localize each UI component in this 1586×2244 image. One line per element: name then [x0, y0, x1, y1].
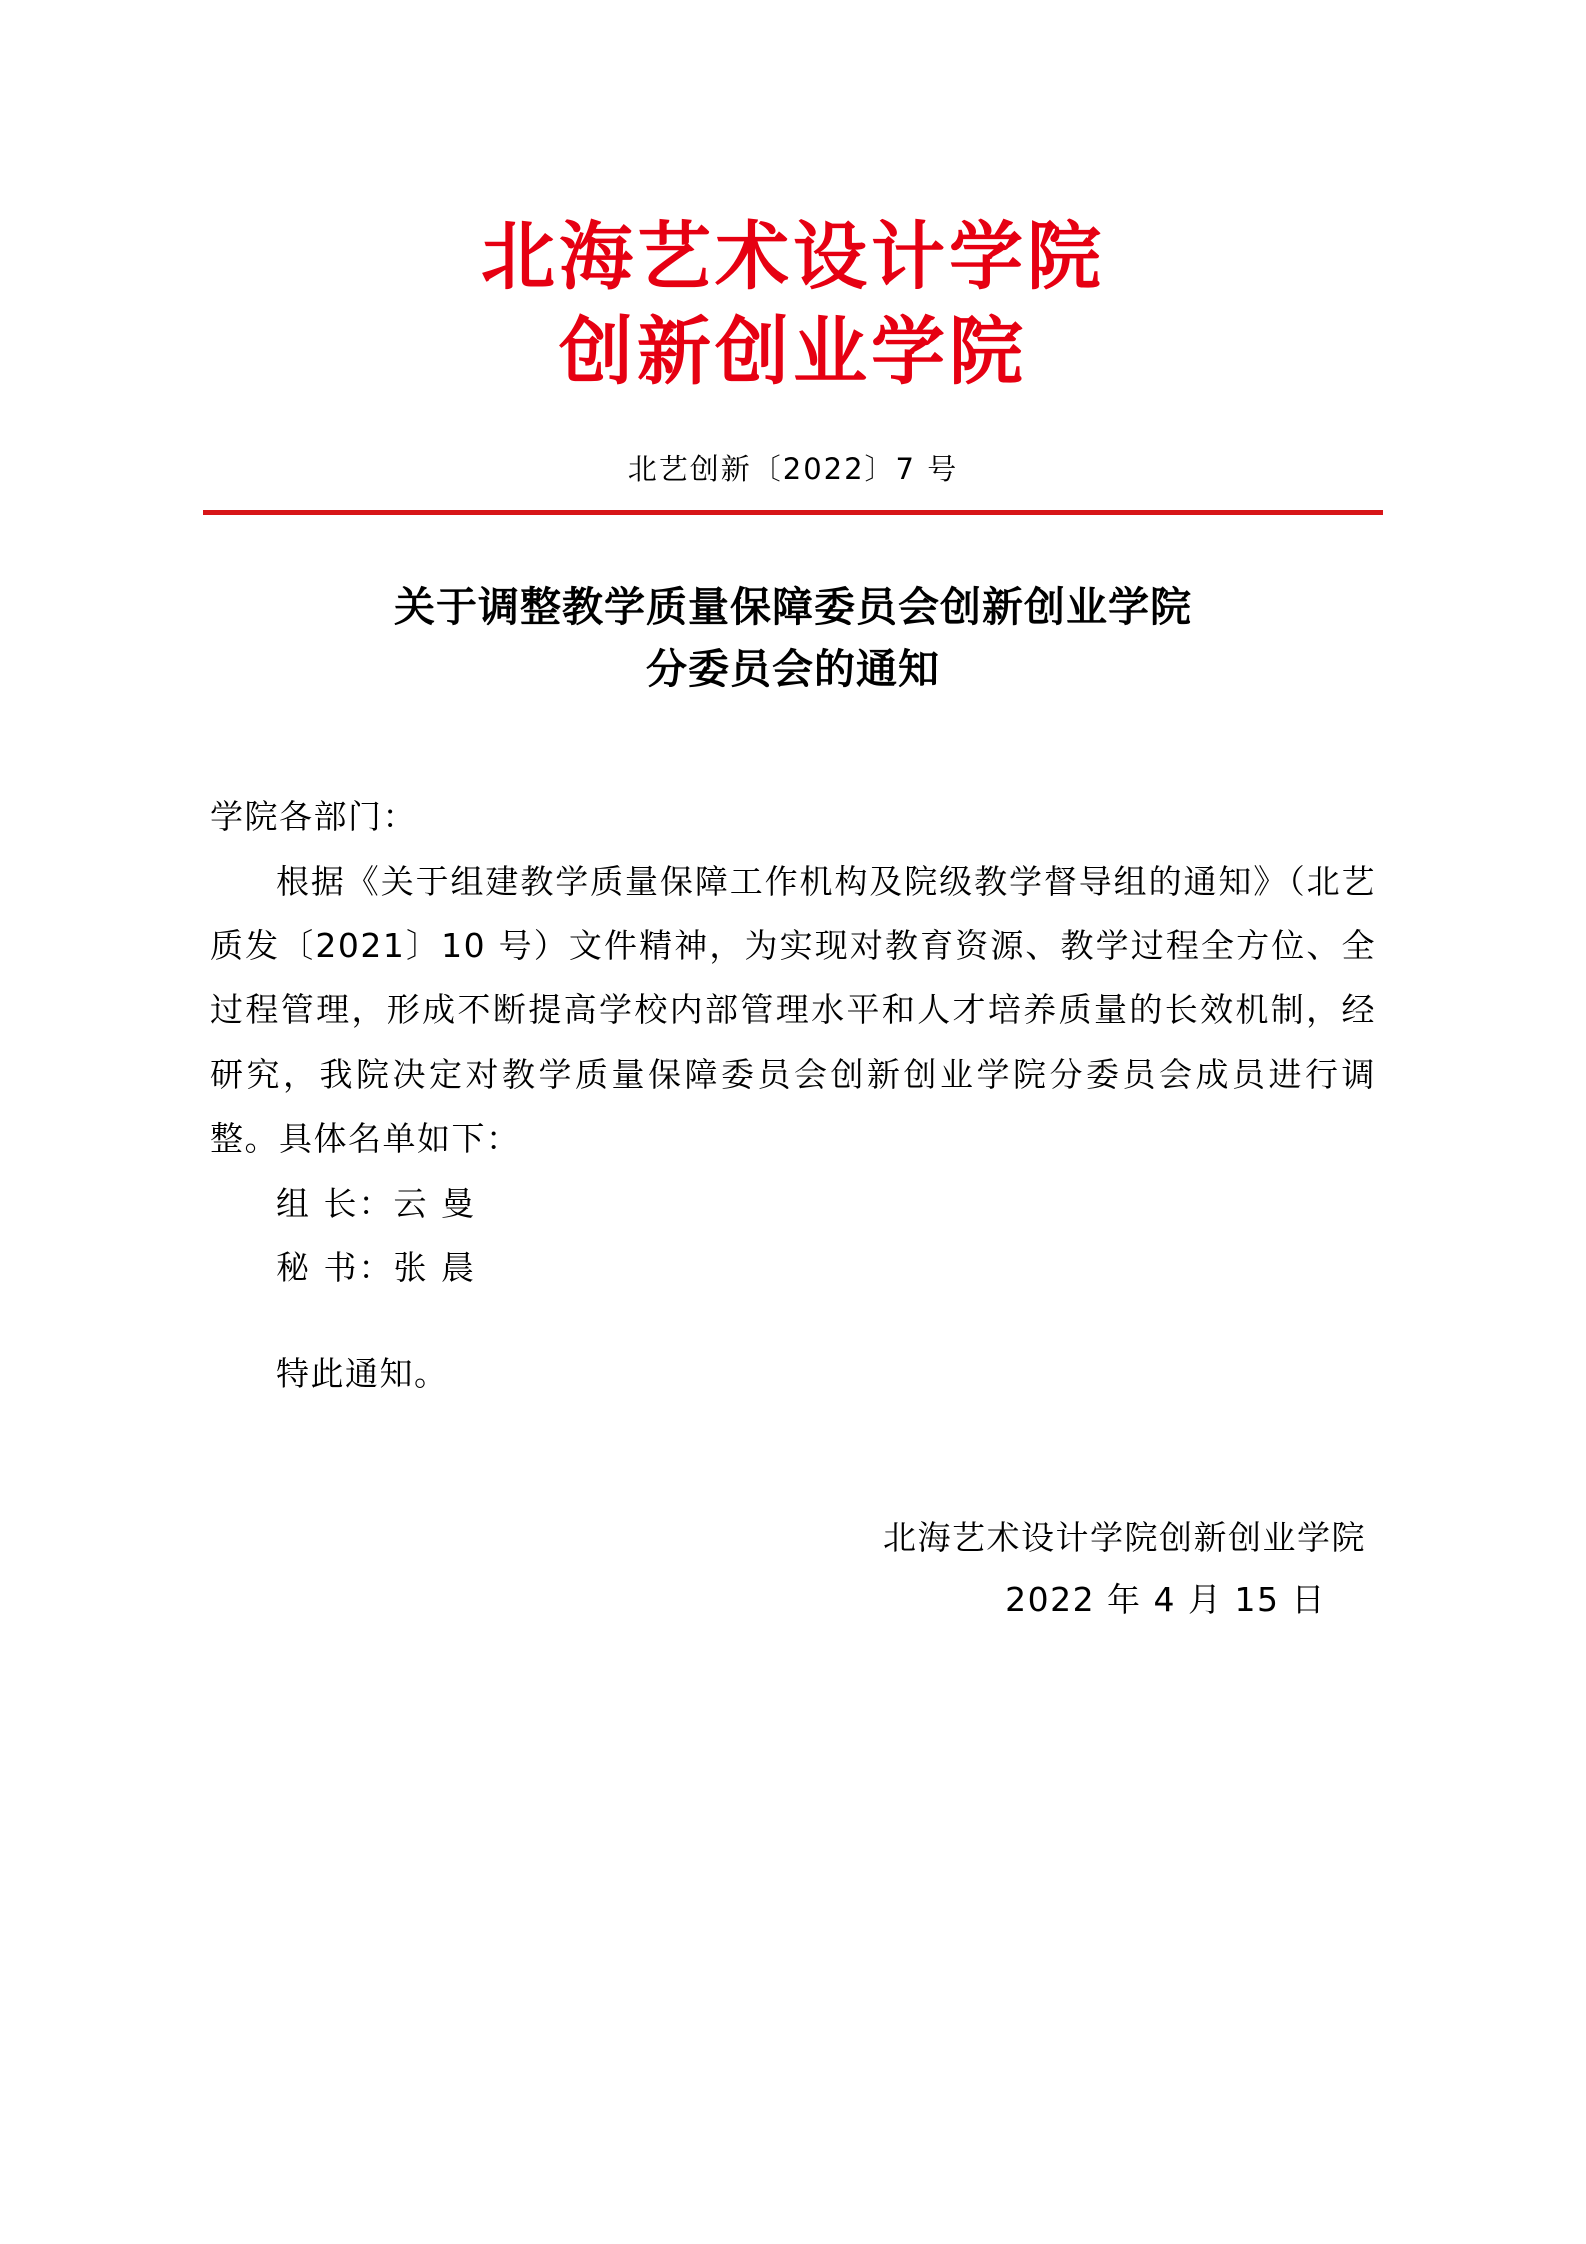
- closing-line: 特此通知。: [276, 1354, 449, 1394]
- member-line-leader: 组 长：云 曼: [276, 1183, 476, 1223]
- page-title: [210, 577, 1376, 700]
- masthead-line-2: 创新创业学院: [559, 308, 1027, 395]
- body-spacer: [210, 1300, 1376, 1342]
- document-number: 北艺创新〔2022〕7 号: [627, 452, 959, 487]
- body-paragraph-1: 根据《关于组建教学质量保障工作机构及院级教学督导组的通知》（北艺质发〔2021〕10 号）文件精神，为实现对教育资源、教学过程全方位、全过程管理，形成不断提高学校内部管理水平和人才培养质量的长效机制，经研究，我院决定对教学质量保障委员会创新创业学院分委员会成员进行调整。具体名单如下：: [210, 861, 1376, 1159]
- member-line-secretary: 秘 书：张 晨: [276, 1247, 476, 1287]
- red-divider-rule: [203, 510, 1383, 515]
- page-title-line-2: 分委员会的通知: [646, 644, 940, 693]
- page-title-line-1: 关于调整教学质量保障委员会创新创业学院: [394, 583, 1192, 632]
- masthead-line-1: 北海艺术设计学院: [481, 214, 1105, 300]
- signature-organization: 北海艺术设计学院创新创业学院: [883, 1517, 1366, 1557]
- signature-block: [210, 1507, 1376, 1632]
- salutation: 学院各部门：: [210, 797, 417, 837]
- masthead: [210, 0, 1376, 399]
- signature-date: 2022 年 4 月 15 日: [1005, 1580, 1326, 1620]
- document-body: [210, 785, 1376, 1406]
